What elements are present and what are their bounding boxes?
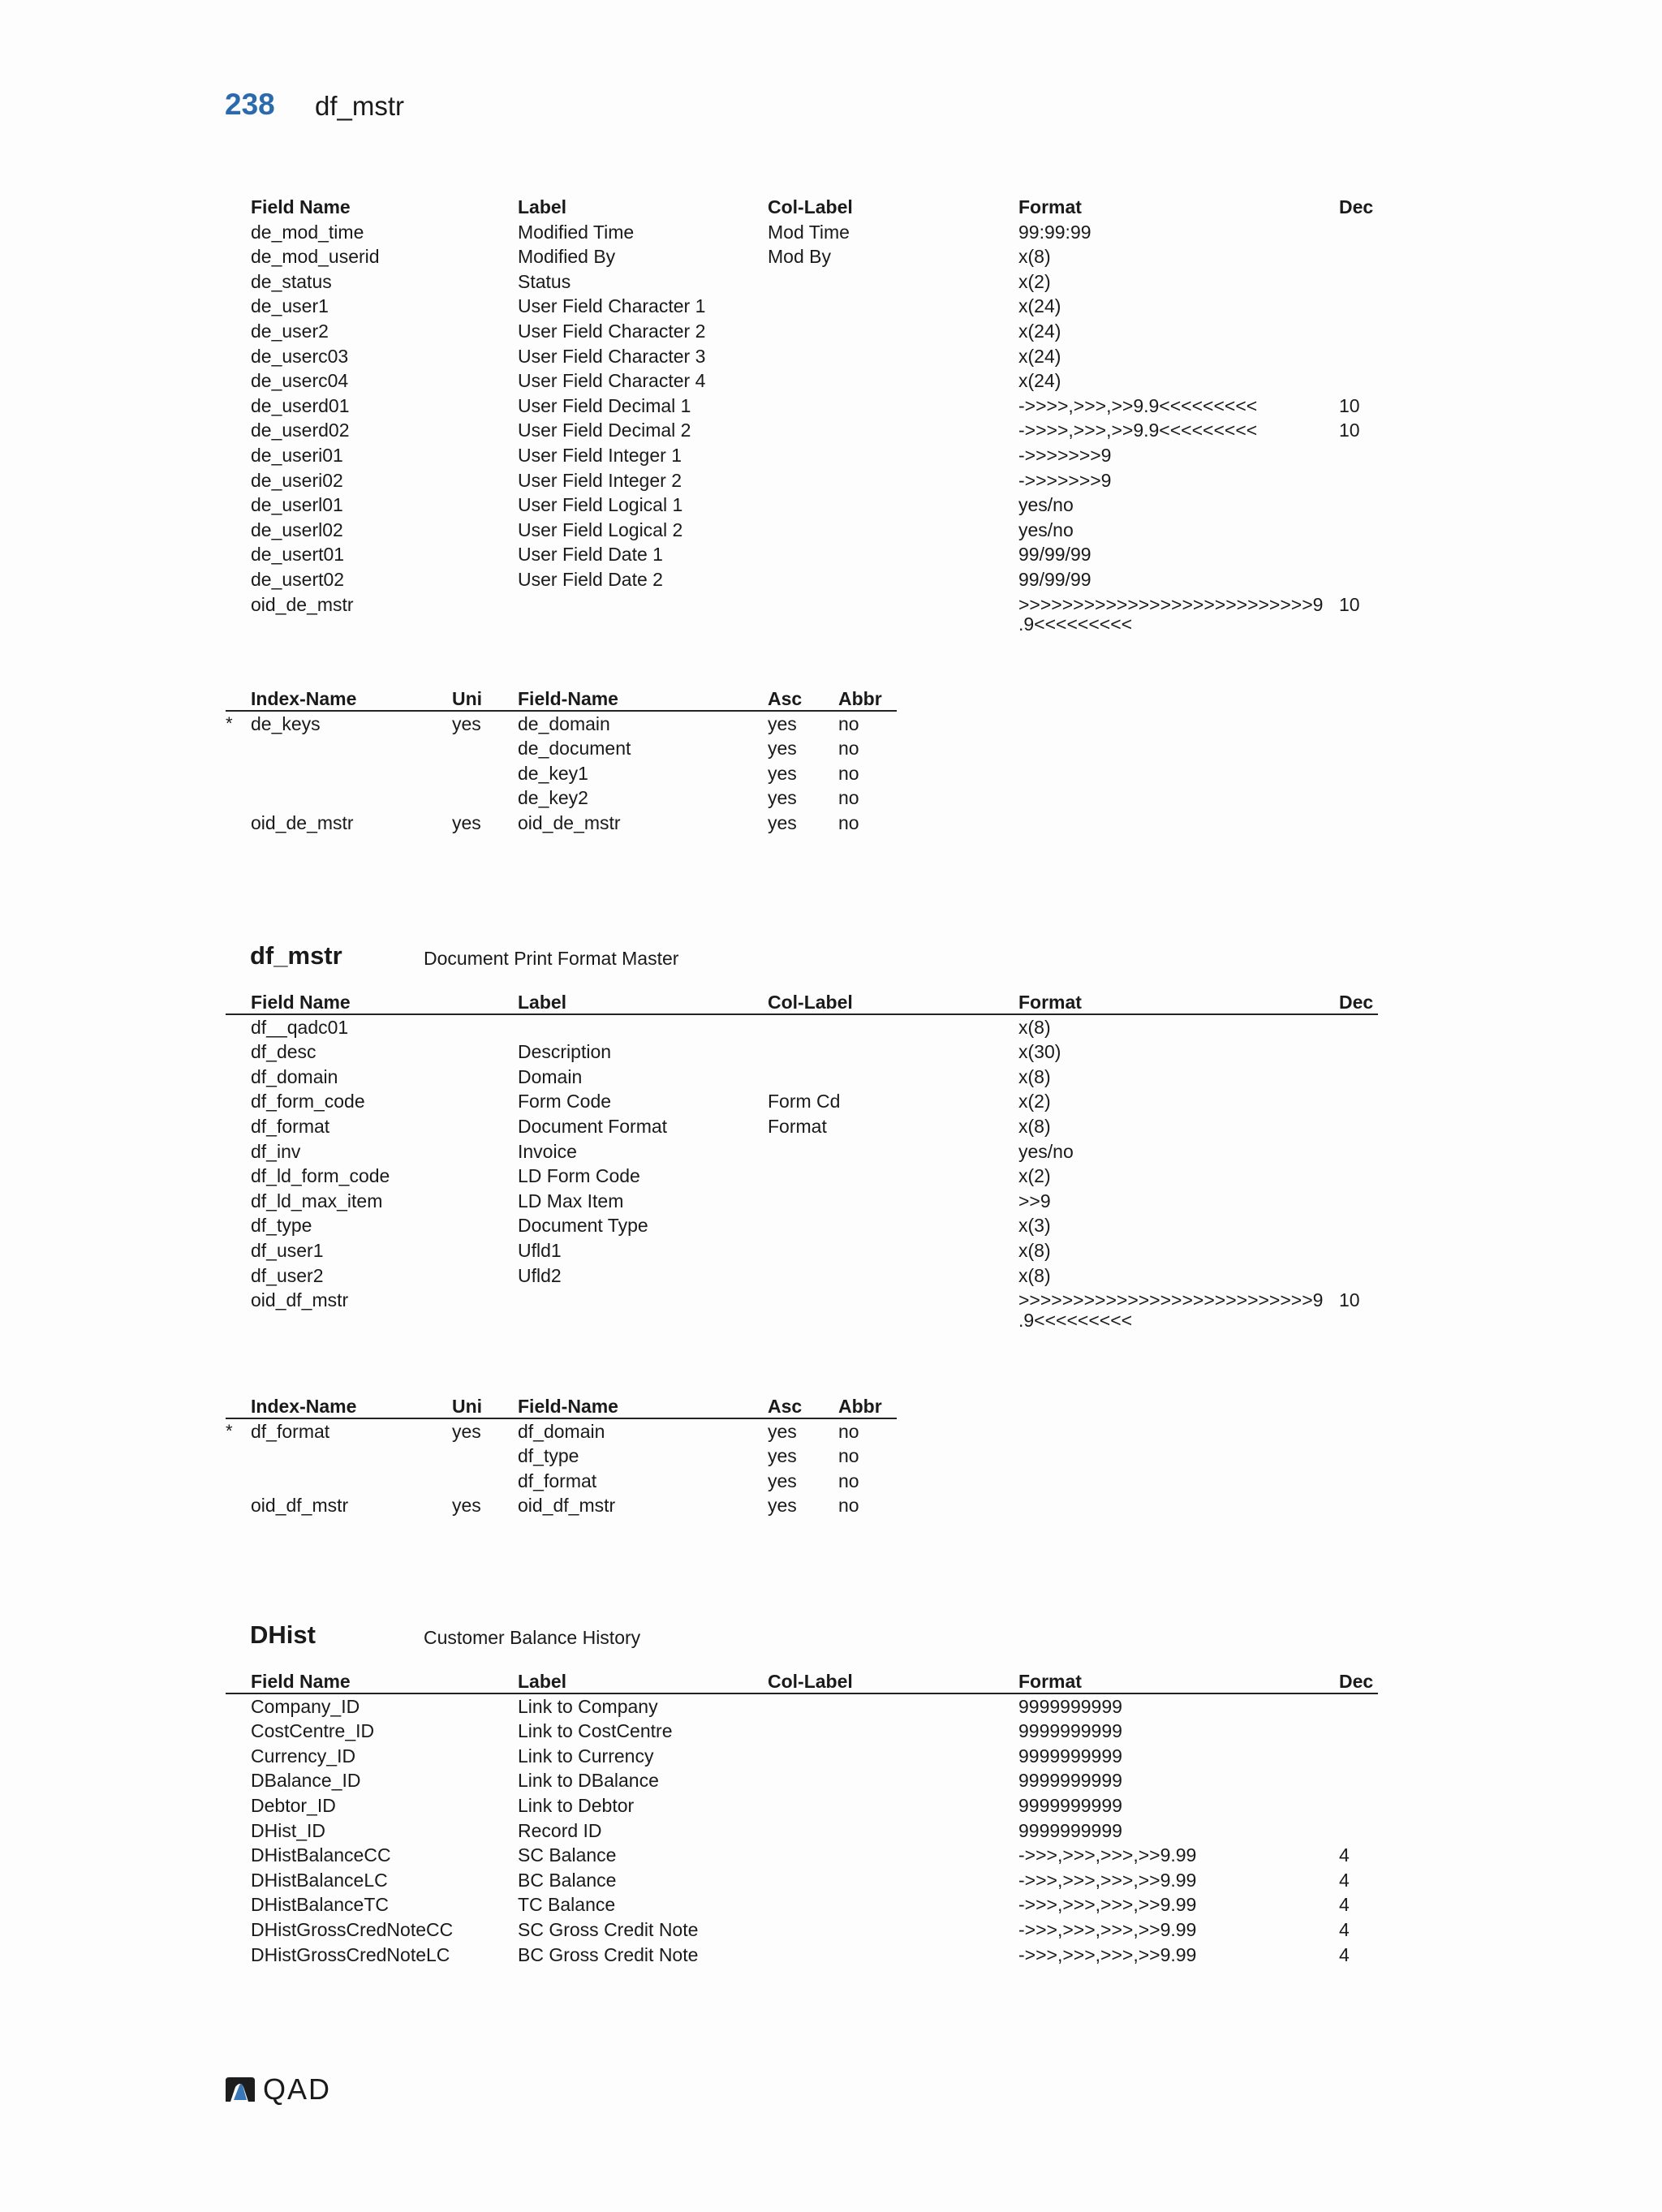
abbr-cell: no [838, 1420, 859, 1442]
format-cell: ->>>,>>>,>>>,>>9.99 [1018, 1844, 1197, 1866]
label-cell: BC Balance [518, 1869, 617, 1891]
col-label-cell: Mod By [768, 246, 831, 268]
column-header-label: Label [518, 992, 567, 1013]
page-header-title: df_mstr [315, 91, 405, 121]
column-header-uni: Uni [452, 1396, 483, 1417]
field-name-cell: df_user2 [251, 1264, 324, 1286]
label-cell: Ufld1 [518, 1239, 562, 1261]
label-cell: User Field Logical 1 [518, 494, 683, 516]
header-rule [226, 1693, 1378, 1694]
field-name-cell: de_userc03 [251, 345, 349, 367]
column-header-dec: Dec [1339, 992, 1374, 1013]
label-cell: Ufld2 [518, 1264, 562, 1286]
format-cell: >>9 [1018, 1190, 1051, 1211]
column-header-abbr: Abbr [838, 688, 882, 709]
abbr-cell: no [838, 712, 859, 734]
format-cell: x(24) [1018, 370, 1061, 392]
field-name-cell: df_ld_form_code [251, 1165, 390, 1187]
field-name-cell: DHistBalanceLC [251, 1869, 388, 1891]
format-cell: x(8) [1018, 1264, 1051, 1286]
field-name-cell: de_mod_userid [251, 246, 380, 268]
field-name-cell: de_useri02 [251, 469, 343, 491]
format-cell: ->>>>>>>9 [1018, 469, 1112, 491]
label-cell: User Field Integer 1 [518, 444, 682, 466]
label-cell: Modified Time [518, 221, 635, 243]
format-cell: x(24) [1018, 320, 1061, 342]
label-cell: User Field Character 2 [518, 320, 706, 342]
abbr-cell: no [838, 738, 859, 760]
label-cell: Link to Debtor [518, 1794, 635, 1816]
field-name-cell: df_domain [251, 1065, 338, 1087]
field-name-cell: DHistBalanceCC [251, 1844, 391, 1866]
label-cell: User Field Date 1 [518, 544, 663, 566]
label-cell: Modified By [518, 246, 616, 268]
format-cell: 9999999999 [1018, 1745, 1122, 1767]
qad-logo-text: QAD [263, 2072, 332, 2106]
label-cell: Form Code [518, 1091, 612, 1112]
format-cell: >>>>>>>>>>>>>>>>>>>>>>>>>>>9 [1018, 593, 1324, 615]
field-name-cell: DHistGrossCredNoteLC [251, 1943, 450, 1965]
label-cell: SC Balance [518, 1844, 617, 1866]
label-cell: LD Form Code [518, 1165, 640, 1187]
format-cell: x(8) [1018, 1016, 1051, 1038]
uni-cell: yes [452, 1495, 481, 1517]
column-header-dec: Dec [1339, 1671, 1374, 1692]
label-cell: LD Max Item [518, 1190, 624, 1211]
label-cell: Link to Currency [518, 1745, 654, 1767]
field-name-cell: oid_df_mstr [251, 1289, 349, 1311]
col-label-cell: Form Cd [768, 1091, 841, 1112]
format-cell: 99:99:99 [1018, 221, 1091, 243]
asc-cell: yes [768, 738, 797, 760]
format-cell: ->>>,>>>,>>>,>>9.99 [1018, 1918, 1197, 1940]
dec-cell: 4 [1339, 1894, 1350, 1916]
column-header-asc: Asc [768, 688, 803, 709]
column-header-col-label: Col-Label [768, 196, 853, 217]
section-description-df-mstr: Document Print Format Master [424, 948, 679, 969]
field-name-cell: df_desc [251, 1041, 316, 1063]
label-cell: Invoice [518, 1140, 577, 1162]
abbr-cell: no [838, 811, 859, 833]
index-field-name-cell: de_domain [518, 712, 610, 734]
format-cell: ->>>,>>>,>>>,>>9.99 [1018, 1894, 1197, 1916]
column-header-field-name: Field-Name [518, 1396, 618, 1417]
label-cell: BC Gross Credit Note [518, 1943, 699, 1965]
format-cell: x(3) [1018, 1215, 1051, 1237]
column-header-label: Label [518, 1671, 567, 1692]
format-cell: 99/99/99 [1018, 568, 1091, 590]
label-cell: Link to DBalance [518, 1770, 659, 1792]
field-name-cell: Debtor_ID [251, 1794, 336, 1816]
asc-cell: yes [768, 787, 797, 809]
col-label-cell: Format [768, 1115, 827, 1137]
index-field-name-cell: oid_df_mstr [518, 1495, 616, 1517]
header-rule [226, 1013, 1378, 1015]
uni-cell: yes [452, 811, 481, 833]
dec-cell: 10 [1339, 394, 1360, 416]
abbr-cell: no [838, 1445, 859, 1467]
field-name-cell: de_user2 [251, 320, 329, 342]
field-name-cell: df__qadc01 [251, 1016, 349, 1038]
field-name-cell: de_user1 [251, 295, 329, 317]
format-cell: 9999999999 [1018, 1770, 1122, 1792]
index-field-name-cell: df_domain [518, 1420, 605, 1442]
asc-cell: yes [768, 1495, 797, 1517]
format-cell: ->>>>>>>9 [1018, 444, 1112, 466]
field-name-cell: de_usert02 [251, 568, 345, 590]
field-name-cell: de_userd02 [251, 420, 350, 441]
index-field-name-cell: de_document [518, 738, 631, 760]
column-header-abbr: Abbr [838, 1396, 882, 1417]
field-name-cell: de_useri01 [251, 444, 343, 466]
field-name-cell: oid_de_mstr [251, 593, 354, 615]
label-cell: Domain [518, 1065, 583, 1087]
format-cell: 9999999999 [1018, 1794, 1122, 1816]
label-cell: Status [518, 270, 571, 292]
dec-cell: 10 [1339, 593, 1360, 615]
label-cell: User Field Integer 2 [518, 469, 682, 491]
uni-cell: yes [452, 712, 481, 734]
field-name-cell: DHistGrossCredNoteCC [251, 1918, 454, 1940]
label-cell: User Field Character 4 [518, 370, 706, 392]
format-cell: >>>>>>>>>>>>>>>>>>>>>>>>>>>9 [1018, 1289, 1324, 1311]
dec-cell: 10 [1339, 420, 1360, 441]
asc-cell: yes [768, 811, 797, 833]
format-cell: ->>>>,>>>,>>9.9<<<<<<<<< [1018, 420, 1258, 441]
label-cell: User Field Character 3 [518, 345, 706, 367]
format-cell: ->>>,>>>,>>>,>>9.99 [1018, 1943, 1197, 1965]
field-name-cell: de_userl01 [251, 494, 343, 516]
format-continuation-cell: .9<<<<<<<<< [1018, 613, 1133, 635]
field-name-cell: df_ld_max_item [251, 1190, 383, 1211]
column-header-label: Label [518, 196, 567, 217]
dec-cell: 4 [1339, 1918, 1350, 1940]
asc-cell: yes [768, 1420, 797, 1442]
field-name-cell: de_usert01 [251, 544, 345, 566]
section-title-df-mstr: df_mstr [250, 941, 342, 970]
label-cell: User Field Date 2 [518, 568, 663, 590]
format-cell: x(2) [1018, 1091, 1051, 1112]
column-header-asc: Asc [768, 1396, 803, 1417]
format-cell: 9999999999 [1018, 1720, 1122, 1742]
label-cell: Document Type [518, 1215, 648, 1237]
asc-cell: yes [768, 1470, 797, 1491]
column-header-index-name: Index-Name [251, 1396, 357, 1417]
field-name-cell: df_form_code [251, 1091, 365, 1112]
format-cell: ->>>,>>>,>>>,>>9.99 [1018, 1869, 1197, 1891]
column-header-col-label: Col-Label [768, 1671, 853, 1692]
dec-cell: 4 [1339, 1869, 1350, 1891]
column-header-index-name: Index-Name [251, 688, 357, 709]
index-field-name-cell: oid_de_mstr [518, 811, 621, 833]
format-cell: x(8) [1018, 246, 1051, 268]
format-cell: x(2) [1018, 270, 1051, 292]
format-cell: 9999999999 [1018, 1695, 1122, 1717]
index-name-cell: oid_df_mstr [251, 1495, 349, 1517]
format-cell: x(8) [1018, 1065, 1051, 1087]
column-header-dec: Dec [1339, 196, 1374, 217]
label-cell: Record ID [518, 1819, 602, 1841]
dec-cell: 10 [1339, 1289, 1360, 1311]
abbr-cell: no [838, 762, 859, 784]
index-name-cell: df_format [251, 1420, 330, 1442]
format-cell: x(24) [1018, 295, 1061, 317]
field-name-cell: de_userl02 [251, 519, 343, 540]
column-header-field-name: Field Name [251, 1671, 351, 1692]
field-name-cell: DBalance_ID [251, 1770, 361, 1792]
column-header-field-name: Field-Name [518, 688, 618, 709]
format-cell: x(8) [1018, 1115, 1051, 1137]
format-continuation-cell: .9<<<<<<<<< [1018, 1309, 1133, 1331]
index-field-name-cell: df_type [518, 1445, 579, 1467]
section-description-dhist: Customer Balance History [424, 1627, 641, 1648]
format-cell: x(24) [1018, 345, 1061, 367]
index-name-cell: oid_de_mstr [251, 811, 354, 833]
field-name-cell: DHistBalanceTC [251, 1894, 389, 1916]
qad-logo [224, 2072, 331, 2107]
format-cell: 99/99/99 [1018, 544, 1091, 566]
page-number: 238 [225, 88, 275, 121]
format-cell: yes/no [1018, 519, 1074, 540]
uni-cell: yes [452, 1420, 481, 1442]
index-name-cell: de_keys [251, 712, 321, 734]
index-field-name-cell: de_key1 [518, 762, 588, 784]
column-header-format: Format [1018, 992, 1082, 1013]
label-cell: User Field Character 1 [518, 295, 706, 317]
asc-cell: yes [768, 1445, 797, 1467]
column-header-format: Format [1018, 1671, 1082, 1692]
format-cell: ->>>>,>>>,>>9.9<<<<<<<<< [1018, 394, 1258, 416]
field-name-cell: de_userc04 [251, 370, 349, 392]
primary-index-marker: * [226, 1420, 233, 1441]
asc-cell: yes [768, 762, 797, 784]
col-label-cell: Mod Time [768, 221, 850, 243]
label-cell: Description [518, 1041, 612, 1063]
field-name-cell: de_userd01 [251, 394, 350, 416]
column-header-col-label: Col-Label [768, 992, 853, 1013]
format-cell: x(8) [1018, 1239, 1051, 1261]
field-name-cell: Currency_ID [251, 1745, 356, 1767]
label-cell: Document Format [518, 1115, 668, 1137]
dec-cell: 4 [1339, 1943, 1350, 1965]
field-name-cell: df_inv [251, 1140, 301, 1162]
field-name-cell: DHist_ID [251, 1819, 326, 1841]
field-name-cell: df_user1 [251, 1239, 324, 1261]
index-field-name-cell: de_key2 [518, 787, 588, 809]
dec-cell: 4 [1339, 1844, 1350, 1866]
format-cell: yes/no [1018, 494, 1074, 516]
label-cell: Link to Company [518, 1695, 658, 1717]
format-cell: 9999999999 [1018, 1819, 1122, 1841]
field-name-cell: Company_ID [251, 1695, 360, 1717]
label-cell: User Field Decimal 2 [518, 420, 691, 441]
column-header-format: Format [1018, 196, 1082, 217]
format-cell: x(2) [1018, 1165, 1051, 1187]
format-cell: x(30) [1018, 1041, 1061, 1063]
abbr-cell: no [838, 1495, 859, 1517]
format-cell: yes/no [1018, 1140, 1074, 1162]
column-header-uni: Uni [452, 688, 483, 709]
abbr-cell: no [838, 787, 859, 809]
column-header-field-name: Field Name [251, 196, 351, 217]
label-cell: Link to CostCentre [518, 1720, 673, 1742]
label-cell: SC Gross Credit Note [518, 1918, 699, 1940]
asc-cell: yes [768, 712, 797, 734]
qad-logo-icon [224, 2076, 256, 2103]
field-name-cell: df_type [251, 1215, 312, 1237]
index-field-name-cell: df_format [518, 1470, 597, 1491]
label-cell: User Field Decimal 1 [518, 394, 691, 416]
label-cell: TC Balance [518, 1894, 616, 1916]
label-cell: User Field Logical 2 [518, 519, 683, 540]
abbr-cell: no [838, 1470, 859, 1491]
field-name-cell: de_status [251, 270, 332, 292]
column-header-field-name: Field Name [251, 992, 351, 1013]
field-name-cell: de_mod_time [251, 221, 364, 243]
section-title-dhist: DHist [250, 1620, 316, 1649]
field-name-cell: df_format [251, 1115, 330, 1137]
primary-index-marker: * [226, 712, 233, 734]
field-name-cell: CostCentre_ID [251, 1720, 375, 1742]
